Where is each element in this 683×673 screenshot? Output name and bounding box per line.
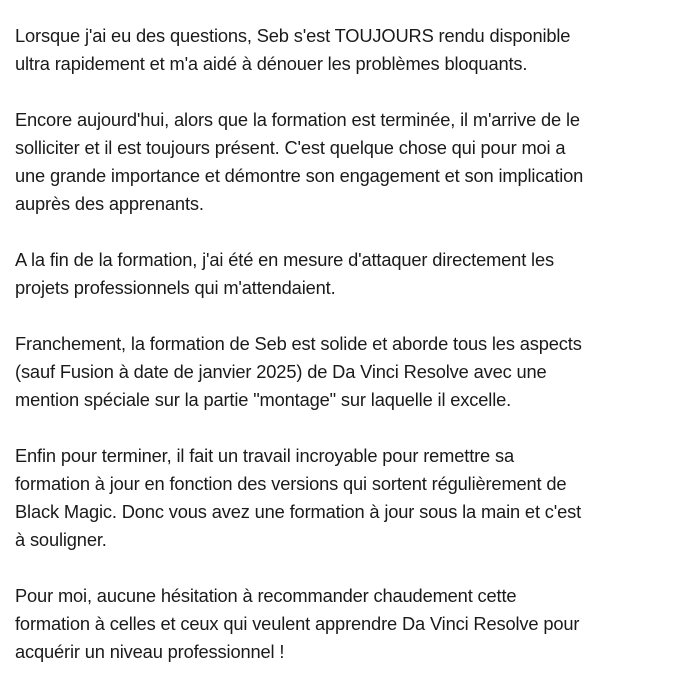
review-paragraph-updates: Enfin pour terminer, il fait un travail incroyable pour remettre sa formation à jour en fonction des versions qui sortent régulièrement de Black Magic. Donc vous avez une formation à jour sous la main et c'est à souligner. <box>15 445 582 550</box>
review-paragraph-recommendation: Pour moi, aucune hésitation à recommander chaudement cette formation à celles et ceux qui veulent apprendre Da Vinci Resolve pour acquérir un niveau professionnel ! <box>15 585 580 662</box>
review-paragraph-ongoing-support: Encore aujourd'hui, alors que la formation est terminée, il m'arrive de le solliciter et il est toujours présent. C'est quelque chose qui pour moi a une grande importance et démontre son engagement et son implication auprès des apprenants. <box>15 109 584 214</box>
review-paragraph-content-quality: Franchement, la formation de Seb est solide et aborde tous les aspects (sauf Fusion à date de janvier 2025) de Da Vinci Resolve avec une mention spéciale sur la partie "montage" sur laquelle il excelle. <box>15 333 582 410</box>
review-paragraph-outcome: A la fin de la formation, j'ai été en mesure d'attaquer directement les projets professionnels qui m'attendaient. <box>15 249 554 298</box>
review-paragraph-availability: Lorsque j'ai eu des questions, Seb s'est TOUJOURS rendu disponible ultra rapidement et m'a aidé à dénouer les problèmes bloquants. <box>15 25 571 74</box>
